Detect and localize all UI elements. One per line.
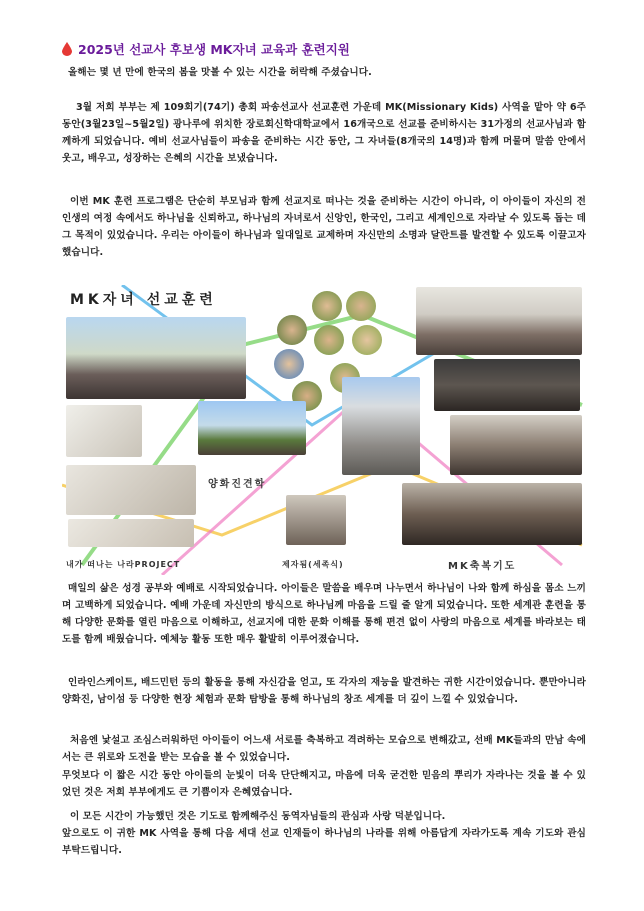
photo-child-2 (312, 291, 342, 321)
paragraph-training: 3월 저희 부부는 제 109회기(74기) 총회 파송선교사 선교훈련 가운데 MK(Missionary Kids) 사역을 맡아 약 6주 동안(3월23일~5월2일) 광나루에 위치한 장로회신학대학교에서 16개국으로 선교를 준비하시는 31가정의 선교사님과 함께하게 되었습니다. 예비 선교사님들이 파송을 준비하는 시간 동안, 그 자녀들(8개국의 14명)과 함께 머물며 말씀 안에서 웃고, 배우고, 성장하는 은혜의 시간을 보냈습니다. (62, 102, 586, 164)
photo-collage (62, 285, 586, 575)
caption-project: 내가 떠나는 나라PROJECT (66, 560, 181, 569)
photo-child-5 (314, 325, 344, 355)
droplet-icon (62, 42, 72, 56)
paragraph-request: 앞으로도 이 귀한 MK 사역을 통해 다음 세대 선교 인재들이 하나님의 나라를 위해 아름답게 자라가도록 계속 기도와 관심 부탁드립니다. (62, 828, 586, 856)
collage-title: MK자녀 선교훈련 (70, 292, 217, 308)
paragraph-change: 처음엔 낯설고 조심스러워하던 아이들이 어느새 서로를 축복하고 격려하는 모습으로 변해갔고, 선배 MK들과의 만남 속에서는 큰 위로와 도전을 받는 모습을 볼 수 있었습니다. (62, 735, 586, 763)
photo-child-6 (352, 325, 382, 355)
photo-classroom-group (416, 287, 582, 355)
photo-country-cards (68, 519, 194, 547)
title-text: 2025년 선교사 후보생 MK자녀 교육과 훈련지원 (78, 42, 350, 57)
paragraph-daily-life: 매일의 삶은 성경 공부와 예배로 시작되었습니다. 아이들은 말씀을 배우며 나누면서 하나님이 나와 함께 하심을 몸소 느끼며 고백하게 되었습니다. 예배 가운데 자신만의 방식으로 하나님께 마음을 드릴 줄 알게 되었습니다. 또한 세계관 훈련을 통해 다양한 문화를 열린 마음으로 이해하고, 선교지에 대한 문화 이해를 통해 편견 없이 사랑의 마음으로 세계를 바라보는 태도를 함께 배웠습니다. 예체능 활동 또한 매우 활발히 이루어졌습니다. (62, 583, 586, 645)
photo-child-1 (277, 315, 307, 345)
photo-group-park (66, 317, 246, 399)
caption-yanghwajin: 양화진견학 (208, 479, 267, 490)
photo-kids-smiling (450, 415, 582, 475)
caption-blessing: MK축복기도 (448, 561, 517, 572)
photo-church-tower (342, 377, 420, 475)
paragraph-growth: 무엇보다 이 짧은 시간 동안 아이들의 눈빛이 더욱 단단해지고, 마음에 더욱 굳건한 믿음의 뿌리가 자라나는 것을 볼 수 있었던 것은 저희 부부에게도 큰 기쁨이자 은혜였습니다. (62, 770, 586, 798)
paragraph-thanks: 이 모든 시간이 가능했던 것은 기도로 함께해주신 동역자님들의 관심과 사랑 덕분입니다. (70, 811, 446, 822)
photo-presentation (434, 359, 580, 411)
paragraph-program: 이번 MK 훈련 프로그램은 단순히 부모님과 함께 선교지로 떠나는 것을 준비하는 시간이 아니라, 이 아이들이 자신의 전 인생의 여정 속에서도 하나님을 신뢰하고, 하나님의 자녀로서 신앙인, 한국인, 그리고 세계인으로 자라날 수 있도록 돕는 데 그 목적이 있었습니다. 우리는 아이들이 하나님과 일대일로 교제하며 자신만의 소명과 달란트를 발견할 수 있도록 이끌고자 했습니다. (62, 196, 586, 258)
photo-flags-board (66, 405, 142, 457)
photo-yanghwajin-group (198, 401, 306, 455)
photo-project-board (66, 465, 196, 515)
caption-sermon: 제자됨(세족식) (282, 560, 344, 569)
paragraph-intro: 올해는 몇 년 만에 한국의 봄을 맛볼 수 있는 시간을 허락해 주셨습니다. (68, 67, 372, 78)
photo-child-4 (274, 349, 304, 379)
paragraph-activities: 인라인스케이트, 배드민턴 등의 활동을 통해 자신감을 얻고, 또 각자의 재능을 발견하는 귀한 시간이었습니다. 뿐만아니라 양화진, 남이섬 등 다양한 현장 체험과 문화 탐방을 통해 하나님의 창조 세계를 더 깊이 느낄 수 있었습니다. (62, 677, 586, 705)
page-title (62, 40, 350, 58)
photo-blessing-prayer (402, 483, 582, 545)
photo-foot-washing (286, 495, 346, 545)
photo-child-3 (346, 291, 376, 321)
